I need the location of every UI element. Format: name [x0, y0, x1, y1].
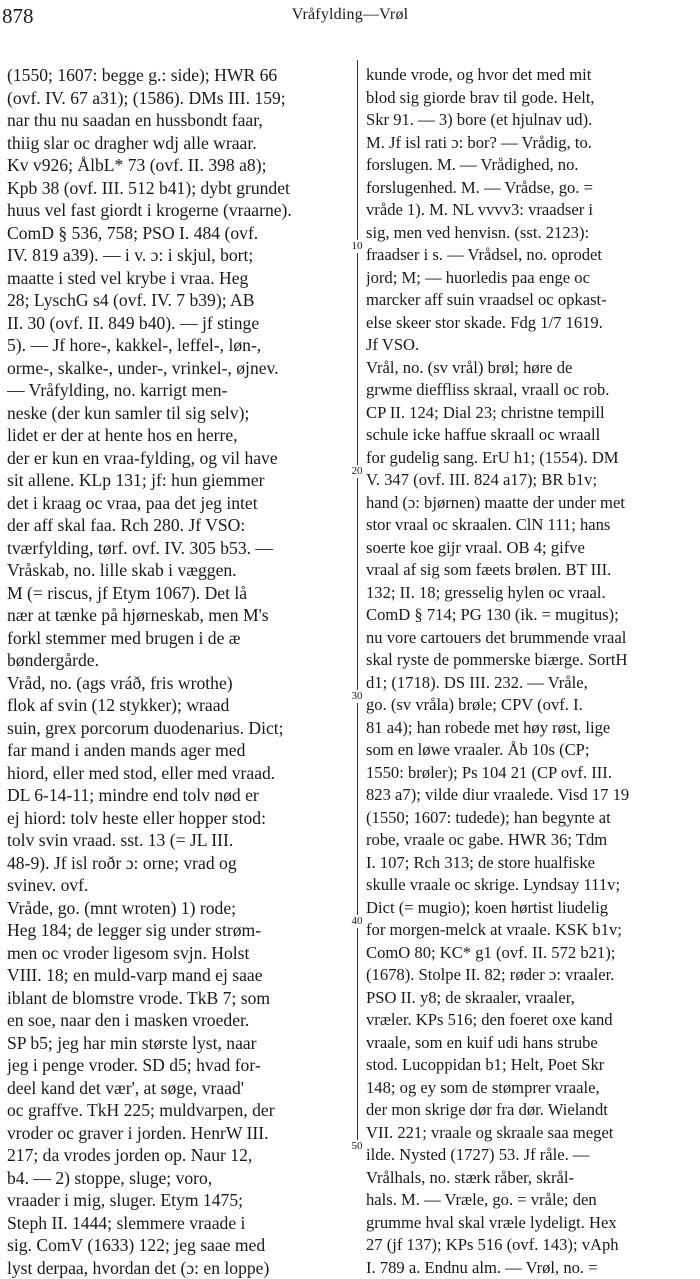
text-line: Kpb 38 (ovf. III. 512 b41); dybt grundet: [7, 177, 339, 200]
text-line: for gudelig sang. ErU h1; (1554). DM: [366, 447, 696, 470]
text-line: ComD § 714; PG 130 (ik. = mugitus);: [366, 604, 696, 627]
text-line: IV. 819 a39). — i v. ɔ: i skjul, bort;: [7, 244, 339, 267]
text-line: vroder oc graver i jorden. HenrW III.: [7, 1122, 339, 1145]
text-line: 5). — Jf hore-, kakkel-, leffel-, løn-,: [7, 334, 339, 357]
page-header: [0, 0, 700, 34]
text-line: deel kand det vær', at søge, vraad': [7, 1077, 339, 1100]
text-line: Vrål, no. (sv vrål) brøl; høre de: [366, 357, 696, 380]
text-line: forslugen. M. — Vrådighed, no.: [366, 154, 696, 177]
text-line: 823 a7); vilde diur vraalede. Visd 17 19: [366, 784, 696, 807]
text-line: det i kraag oc vraa, paa det jeg intet: [7, 492, 339, 515]
text-line: — Vråfylding, no. karrigt men-: [7, 379, 339, 402]
text-line: 132; II. 18; gresselig hylen oc vraal.: [366, 582, 696, 605]
left-column: [7, 64, 339, 1279]
text-line: I. 789 a. Endnu alm. — Vrøl, no. =: [366, 1257, 696, 1279]
text-line: Heg 184; de legger sig under strøm-: [7, 919, 339, 942]
text-line: thiig slar oc dragher wdj alle wraar.: [7, 132, 339, 155]
text-line: 48-9). Jf isl roðr ɔ: orne; vrad og: [7, 852, 339, 875]
text-line: vråde 1). M. NL vvvv3: vraadser i: [366, 199, 696, 222]
line-number: 10: [346, 240, 368, 253]
text-line: 81 a4); han robede met høy røst, lige: [366, 717, 696, 740]
text-line: 217; da vrodes jorden op. Naur 12,: [7, 1144, 339, 1167]
text-line: der mon skrige dør fra dør. Wielandt: [366, 1099, 696, 1122]
text-line: (1550; 1607: begge g.: side); HWR 66: [7, 64, 339, 87]
text-line: skulle vraale oc skrige. Lyndsay 111v;: [366, 874, 696, 897]
text-line: hand (ɔ: bjørnen) maatte der under met: [366, 492, 696, 515]
right-column: [366, 64, 696, 1279]
text-line: b4. — 2) stoppe, sluge; voro,: [7, 1167, 339, 1190]
text-line: II. 30 (ovf. II. 849 b40). — jf stinge: [7, 312, 339, 335]
text-line: d1; (1718). DS III. 232. — Vråle,: [366, 672, 696, 695]
text-line: M (= riscus, jf Etym 1067). Det lå: [7, 582, 339, 605]
text-line: vraader i mig, sluger. Etym 1475;: [7, 1189, 339, 1212]
text-line: VII. 221; vraale og skraale saa meget: [366, 1122, 696, 1145]
text-line: I. 107; Rch 313; de store hualfiske: [366, 852, 696, 875]
text-line: DL 6-14-11; mindre end tolv nød er: [7, 784, 339, 807]
text-line: jeg i penge vroder. SD d5; hvad for-: [7, 1054, 339, 1077]
text-line: Vråde, go. (mnt wroten) 1) rode;: [7, 897, 339, 920]
text-line: Jf VSO.: [366, 334, 696, 357]
text-line: Kv v926; ÅlbL* 73 (ovf. II. 398 a8);: [7, 154, 339, 177]
text-line: ej hiord: tolv heste eller hopper stod:: [7, 807, 339, 830]
text-line: for morgen-melck at vraale. KSK b1v;: [366, 919, 696, 942]
text-line: robe, vraale oc gabe. HWR 36; Tdm: [366, 829, 696, 852]
text-line: PSO II. y8; de skraaler, vraaler,: [366, 987, 696, 1010]
text-line: (1550; 1607: tudede); han begynte at: [366, 807, 696, 830]
line-number: 50: [346, 1140, 368, 1153]
text-line: bøndergårde.: [7, 649, 339, 672]
text-line: sig, men ved henvisn. (sst. 2123):: [366, 222, 696, 245]
text-line: (1678). Stolpe II. 82; røder ɔ: vraaler.: [366, 964, 696, 987]
text-line: 148; og ey som de stømprer vraale,: [366, 1077, 696, 1100]
text-line: iblant de blomstre vrode. TkB 7; som: [7, 987, 339, 1010]
text-line: else skeer stor skade. Fdg 1/7 1619.: [366, 312, 696, 335]
text-line: neske (der kun samler til sig selv);: [7, 402, 339, 425]
text-line: 27 (jf 137); KPs 516 (ovf. 143); vAph: [366, 1234, 696, 1257]
text-line: som en løwe vraaler. Åb 10s (CP;: [366, 739, 696, 762]
text-line: suin, grex porcorum duodenarius. Dict;: [7, 717, 339, 740]
text-line: der aff skal faa. Rch 280. Jf VSO:: [7, 514, 339, 537]
text-line: der er kun en vraa-fylding, og vil have: [7, 447, 339, 470]
text-line: maatte i sted vel krybe i vraa. Heg: [7, 267, 339, 290]
text-line: skal ryste de pommerske biærge. SortH: [366, 649, 696, 672]
text-line: lyst derpaa, hvordan det (ɔ: en loppe): [7, 1257, 339, 1279]
text-line: blod sig giorde brav til gode. Helt,: [366, 87, 696, 110]
text-line: orme-, skalke-, under-, vrinkel-, øjnev.: [7, 357, 339, 380]
column-divider: [357, 60, 358, 1141]
text-line: jord; M; — huorledis paa enge oc: [366, 267, 696, 290]
text-line: VIII. 18; en muld-varp mand ej saae: [7, 964, 339, 987]
text-line: marcker aff suin vraadsel oc opkast-: [366, 289, 696, 312]
text-line: vraale, som en kuif udi hans strube: [366, 1032, 696, 1055]
text-line: ComD § 536, 758; PSO I. 484 (ovf.: [7, 222, 339, 245]
text-line: (ovf. IV. 67 a31); (1586). DMs III. 159;: [7, 87, 339, 110]
text-line: sit allene. KLp 131; jf: hun giemmer: [7, 469, 339, 492]
running-head: Vråfylding—Vrøl: [0, 6, 700, 24]
text-line: Vrålhals, no. stærk råber, skrål-: [366, 1167, 696, 1190]
text-line: huus vel fast giordt i krogerne (vraarne).: [7, 199, 339, 222]
text-line: hals. M. — Vræle, go. = vråle; den: [366, 1189, 696, 1212]
line-number: 20: [346, 465, 368, 478]
text-line: stor vraal oc skraalen. ClN 111; hans: [366, 514, 696, 537]
text-line: lidet er der at hente hos en herre,: [7, 424, 339, 447]
page-number: 878: [2, 4, 34, 29]
text-line: Vråskab, no. lille skab i væggen.: [7, 559, 339, 582]
text-line: ComO 80; KC* g1 (ovf. II. 572 b21);: [366, 942, 696, 965]
text-line: forslugenhed. M. — Vrådse, go. =: [366, 177, 696, 200]
text-line: fraadser i s. — Vrådsel, no. oprodet: [366, 244, 696, 267]
line-number: 40: [346, 915, 368, 928]
text-line: Vråd, no. (ags vráð, fris wrothe): [7, 672, 339, 695]
text-line: go. (sv vråla) brøle; CPV (ovf. I.: [366, 694, 696, 717]
text-line: Dict (= mugio); koen hørtist liudelig: [366, 897, 696, 920]
text-line: nar thu nu saadan en hussbondt faar,: [7, 109, 339, 132]
text-line: sig. ComV (1633) 122; jeg saae med: [7, 1234, 339, 1257]
text-line: schule icke haffue skraall oc wraall: [366, 424, 696, 447]
text-line: soerte koe gijr vraal. OB 4; gifve: [366, 537, 696, 560]
text-line: tolv svin vraad. sst. 13 (= JL III.: [7, 829, 339, 852]
text-line: 1550: brøler); Ps 104 21 (CP ovf. III.: [366, 762, 696, 785]
text-line: hiord, eller med stod, eller med vraad.: [7, 762, 339, 785]
text-line: Skr 91. — 3) bore (et hjulnav ud).: [366, 109, 696, 132]
line-number: 30: [346, 690, 368, 703]
text-line: flok af svin (12 stykker); wraad: [7, 694, 339, 717]
text-line: grwme dieffliss skraal, vraall oc rob.: [366, 379, 696, 402]
text-line: SP b5; jeg har min største lyst, naar: [7, 1032, 339, 1055]
text-line: nær at tænke på hjørneskab, men M's: [7, 604, 339, 627]
text-line: Steph II. 1444; slemmere vraade i: [7, 1212, 339, 1235]
text-line: forkl stemmer med brugen i de æ: [7, 627, 339, 650]
text-line: stod. Lucoppidan b1; Helt, Poet Skr: [366, 1054, 696, 1077]
text-line: oc graffve. TkH 225; muldvarpen, der: [7, 1099, 339, 1122]
text-line: kunde vrode, og hvor det med mit: [366, 64, 696, 87]
text-line: nu vore cartouers det brummende vraal: [366, 627, 696, 650]
text-line: en soe, naar den i masken vroeder.: [7, 1009, 339, 1032]
text-line: vraal af sig som fæets brølen. BT III.: [366, 559, 696, 582]
text-line: 28; LyschG s4 (ovf. IV. 7 b39); AB: [7, 289, 339, 312]
text-line: vræler. KPs 516; den foeret oxe kand: [366, 1009, 696, 1032]
text-line: men oc vroder ligesom svjn. Holst: [7, 942, 339, 965]
text-line: grumme hval skal vræle lydeligt. Hex: [366, 1212, 696, 1235]
text-line: tværfylding, tørf. ovf. IV. 305 b53. —: [7, 537, 339, 560]
text-line: ilde. Nysted (1727) 53. Jf råle. —: [366, 1144, 696, 1167]
text-line: svinev. ovf.: [7, 874, 339, 897]
text-line: CP II. 124; Dial 23; christne tempill: [366, 402, 696, 425]
text-line: M. Jf isl rati ɔ: bor? — Vrådig, to.: [366, 132, 696, 155]
text-line: V. 347 (ovf. III. 824 a17); BR b1v;: [366, 469, 696, 492]
text-line: far mand i anden mands ager med: [7, 739, 339, 762]
